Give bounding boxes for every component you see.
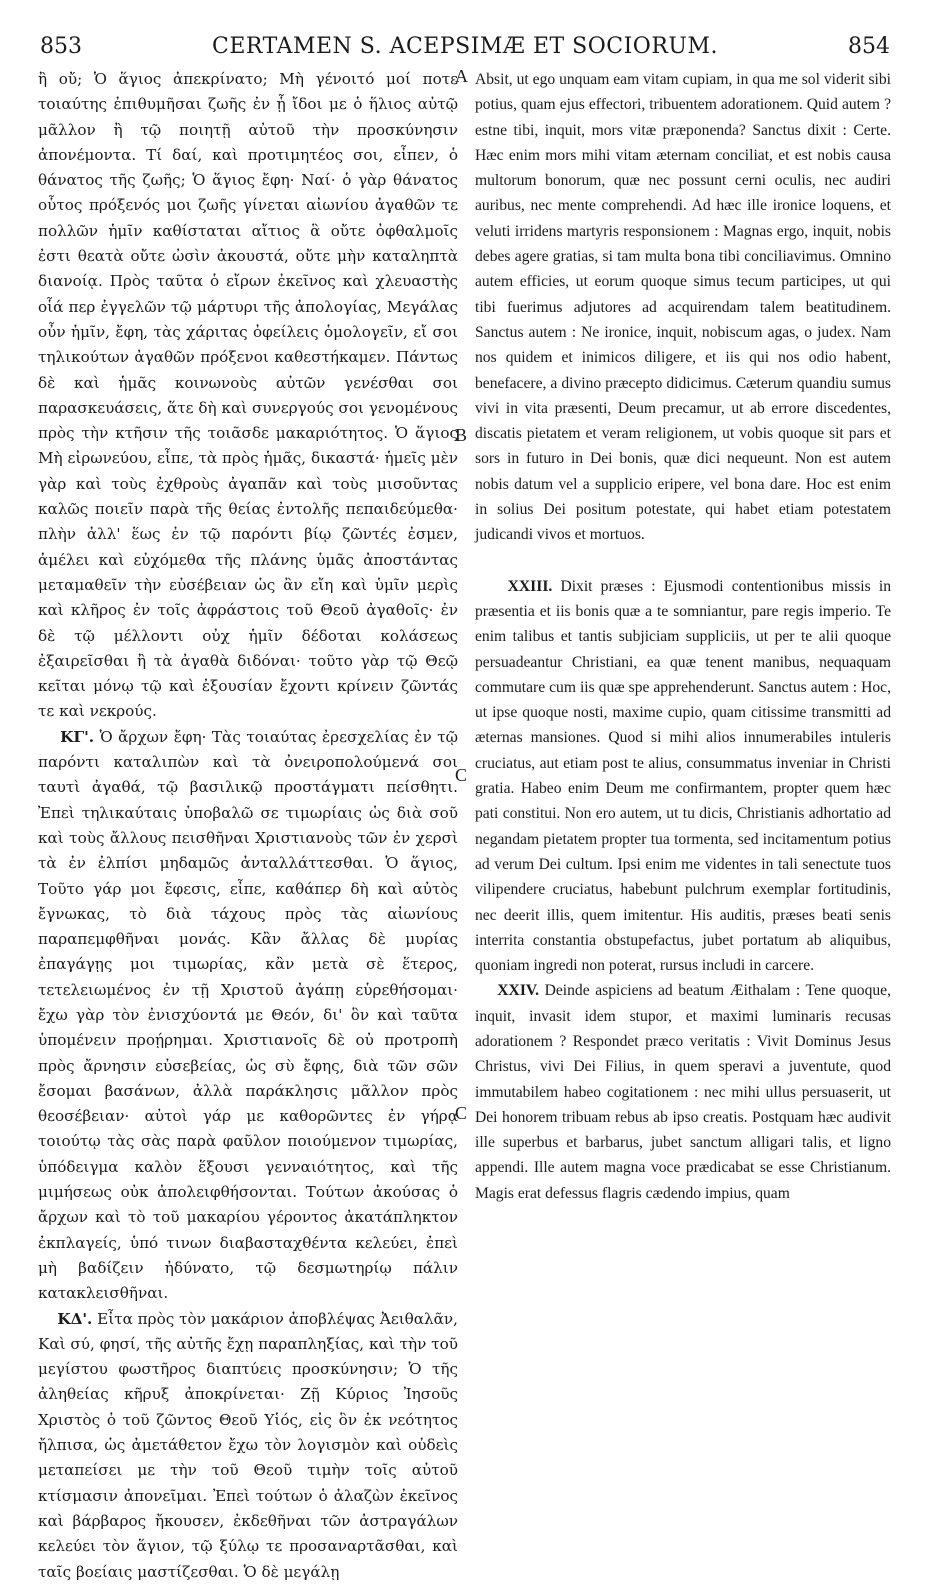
latin-section-24-number: XXIV. bbox=[497, 982, 540, 1000]
greek-section-24-number: ΚΔ'. bbox=[57, 1309, 93, 1328]
page-number-right: 854 bbox=[848, 34, 890, 59]
latin-section-23-number: XXIII. bbox=[507, 577, 553, 595]
latin-column bbox=[475, 67, 891, 1206]
greek-paragraph-1: ἢ οὔ; Ὁ ἅγιος ἀπεκρίνατο; Μὴ γένοιτό μοί ποτε τοιαύτης ἐπιθυμῆσαι ζωῆς ἐν ᾗ ἴδοι με ὁ ἥλιος αὐτῷ μᾶλλον ἢ τῷ ποιητῇ αὐτοῦ τὴν προσκύνησιν ἀπονέμοντα. Τί δαί, καὶ προτιμητέος σοι, εἶπεν, ὁ θάνατος τῆς ζωῆς; Ὁ ἅγιος ἔφη· Ναί· ὁ γὰρ θάνατος οὗτος πρόξενός μοι ζωῆς γίνεται αἰωνίου ἀγαθῶν τε πολλῶν ἡμῖν καθίσταται αἴτιος ἃ οὔτε ὀφθαλμοῖς ἐστι θεατὰ οὔτε ὠσὶν ἀκουστά, οὔτε μὴν καταληπτὰ διανοίᾳ. Πρὸς ταῦτα ὁ εἴρων ἐκεῖνος καὶ χλευαστὴς οἷά περ ἐγγελῶν τῷ μάρτυρι τῆς ἀπολογίας, Μεγάλας οὖν ἡμῖν, ἔφη, τὰς χάριτας ὀφείλεις ὁμολογεῖν, εἴ σοι τηλικούτων ἀγαθῶν πρόξενοι καθεστήκαμεν. Πάντως δὲ καὶ ἡμᾶς κοινωνοὺς αὐτῶν γενέσθαι σοι παρασκευάσεις, ἅτε δὴ καὶ συνεργούς σοι γενομένους πρὸς τὴν κτῆσιν τῆς τοιᾶσδε μακαριότητος. Ὁ ἅγιος Μὴ εἰρωνεύου, εἶπε, τὰ πρὸς ἡμᾶς, δικαστά· ἡμεῖς μὲν γὰρ καὶ τοὺς ἐχθροὺς ἀγαπᾶν καὶ τοὺς μισοῦντας καλῶς ποιεῖν παρὰ τῆς θείας ἐντολῆς πεπαιδεύμεθα· πλὴν ἀλλ' ἕως ἐν τῷ παρόντι βίῳ ζῶντές ἐσμεν, ἀμέλει καὶ εὐχόμεθα τῆς πλάνης ὑμᾶς ἀποστάντας μεταμαθεῖν τὴν εὐσέβειαν ὡς ἂν εἴη καὶ ὑμῖν μερὶς καὶ κλῆρος ἐν τοῖς ἀφράστοις τοῦ Θεοῦ ἀγαθοῖς· ἐν δὲ τῷ μέλλοντι οὐχ ἡμῖν δέδοται κολάσεως ἐξαιρεῖσθαι ἢ τὰ ἀγαθὰ διδόναι· τοῦτο γὰρ τῷ Θεῷ κεῖται μόνῳ τῷ καὶ ἐξουσίαν ἔχοντι κρίνειν ζῶντάς τε καὶ νεκρούς. bbox=[38, 70, 458, 721]
running-header bbox=[40, 34, 890, 62]
latin-section-23 bbox=[475, 574, 891, 979]
latin-section-24-text: Deinde aspiciens ad beatum Æithalam : Tene quoque, inquit, invasit idem stupor, et maximi luminaris recusas adorationem ? Respondet præco veritatis : Vivit Dominus Jesus Christus, vivi Dei Filius, in quem speravi a juventute, quod immutabilem habeo cogitationem : nec mihi ullus persuaserit, ut Dei honorem tribuam rebus ab ipso creatis. Postquam hæc audivit ille superbus et barbarus, jubet sanctum alligari talis, et ligno appendi. Ille autem magna voce prædicabat se esse Christianum. Magis erat defessus flagris cædendo impius, quam bbox=[475, 982, 891, 1202]
latin-section-23-text: Dixit præses : Ejusmodi contentionibus missis in præsentia et iis bonis quæ a te somniantur, pare regis imperio. Te enim talibus et tantis subjiciam suppliciis, ut per te alii quoque persuadeantur Christiani, ea quæ tenent manibus, nequaquam commutare cum iis quæ spe apprehenderunt. Sanctus autem : Hoc, ut ipse quoque nosti, maxime cupio, quam citissime transmitti ad æternas mansiones. Quod si mihi alios innumerabiles intuleris cruciatus, aut etiam post te alius, consummatus inveniar in Christi gratia. Habeo enim Deum me confirmantem, propter quem hæc pati constitui. Non ero autem, ut tu dicis, Christianis adhortatio ad negandam pietatem propter tua tormenta, sed incitamentum potius ad verum Dei cultum. Ipsi enim me videntes in tali senectute tuos vilipendere cruciatus, habebunt pulchrum exemplar fortitudinis, nec deerit illis, quem imitentur. His auditis, præses beati senis interrita constantia obstupefactus, jubet portatum ab aliquibus, quoniam ingredi non poterat, rursus includi in carcere. bbox=[475, 577, 891, 975]
greek-section-23-number: ΚΓ'. bbox=[60, 727, 95, 746]
greek-column bbox=[38, 67, 458, 1585]
running-title: CERTAMEN S. ACEPSIMÆ ET SOCIORUM. bbox=[212, 34, 718, 59]
latin-paragraph-1: Absit, ut ego unquam eam vitam cupiam, in qua me sol viderit sibi potius, quam ejus effectori, tribuentem adorationem. Quid autem ? estne tibi, inquit, mors vitæ præponenda? Sanctus dixit : Certe. Hæc enim mors mihi vitam æternam conciliat, et est nobis causa multorum bonorum, quæ nec possunt cerni oculis, nec audiri auribus, nec mente comprehendi. Ad hæc ille ironice loquens, et veluti irridens martyris responsionem : Magnas ergo, inquit, nobis debes agere gratias, si tam multa bona tibi conciliavimus. Omnino autem efficies, ut eorum quoque simus tecum participes, ut qui tibi fuerimus adjutores ad acquirendam talem beatitudinem. Sanctus autem : Ne ironice, inquit, nobiscum agas, o judex. Nam nos quidem et inimicos diligere, et iis qui nos odio habent, benefacere, a divino præcepto didicimus. Cæterum quandiu sumus vivi in vita præsenti, Deum precamur, ut ab errore discedentes, discatis pietatem et veram religionem, ut vobis quoque sit pars et sors in futuro in Dei bonis, quæ dici nequeunt. Non est autem nobis datum vel a supplicio eripere, vel bona dare. Hoc est enim in solius Dei positum potestate, qui habet etiam potestatem judicandi vivos et mortuos. bbox=[475, 71, 891, 544]
greek-section-24 bbox=[38, 1307, 458, 1585]
greek-section-23-text: Ὁ ἄρχων ἔφη· Τὰς τοιαύτας ἐρεσχελίας ἐν τῷ παρόντι καταλιπὼν καὶ τὰ ὀνειροπολούμενά σοι ταυτὶ ἀγαθά, τῷ βασιλικῷ προστάγματι πείσθητι. Ἐπεὶ τηλικαύταις ὑποβαλῶ σε τιμωρίαις ὡς διὰ σοῦ καὶ τοὺς ἄλλους πεισθῆναι Χριστιανοὺς τῶν ἐν χερσὶ τὰ ἐν ἐλπίσι μηδαμῶς ἀνταλλάττεσθαι. Ὁ ἅγιος, Τοῦτο γάρ μοι ἔφεσις, εἶπε, καθάπερ δὴ καὶ αὐτὸς ἔγνωκας, τὸ διὰ τάχους πρὸς τὰς αἰωνίους παραπεμφθῆναι μονάς. Κἂν ἄλλας δὲ μυρίας ἐπαγάγῃς μοι τιμωρίας, κἂν μετὰ σὲ ἕτερος, τετελειωμένος ἐν τῇ Χριστοῦ ἀγάπῃ εὑρεθήσομαι· ἔχω γὰρ τὸν ἐνισχύοντά με Θεόν, δι' ὃν καὶ ταῦτα ὑπομένειν προῄρημαι. Χριστιανοῖς δὲ οὐ προτροπὴ πρὸς ἄρνησιν εὐσεβείας, ὡς σὺ ἔφης, διὰ τῶν σῶν ἔσομαι βασάνων, ἀλλὰ παράκλησις μᾶλλον πρὸς θεοσέβειαν· αὐτοὶ γάρ με καθορῶντες ἐν γήρᾳ τοιούτῳ τὰς σὰς παρὰ φαῦλον ποιούμενον τιμωρίας, ὑπόδειγμα καλὸν ἕξουσι γενναιότητος, καὶ τῆς μιμήσεως οὐκ ἀπολειφθήσονται. Τούτων ἀκούσας ὁ ἄρχων καὶ τὸ τοῦ μακαρίου γέροντος ἀκατάπληκτον ἐκπλαγείς, ὑπό τινων διαβασταχθέντα κελεύει, ἐπεὶ μὴ βαδίζειν ἠδύνατο, τῷ δεσμωτηρίῳ πάλιν κατακλεισθῆναι. bbox=[38, 727, 458, 1303]
latin-section-24 bbox=[475, 978, 891, 1206]
margin-marker-c-second: C bbox=[455, 1103, 468, 1123]
margin-marker-c: C bbox=[455, 765, 468, 785]
margin-marker-b: B bbox=[455, 425, 468, 445]
greek-section-23 bbox=[38, 725, 458, 1307]
margin-marker-a: A bbox=[455, 66, 468, 86]
greek-section-24-text: Εἶτα πρὸς τὸν μακάριον ἀποβλέψας Ἀειθαλᾶν, Καὶ σύ, φησί, τῆς αὐτῆς ἔχῃ παραπληξίας, καὶ τὴν τοῦ μεγίστου φωστῆρος διαπτύεις προσκύνησιν; Ὁ τῆς ἀληθείας κῆρυξ ἀποκρίνεται· Ζῇ Κύριος Ἰησοῦς Χριστὸς ὁ τοῦ ζῶντος Θεοῦ Υἱός, εἰς ὃν ἐκ νεότητος ἤλπισα, ὡς ἀμετάθετον ἔχω τὸν λογισμὸν καὶ οὐδεὶς μεταπείσει με τὴν τοῦ Θεοῦ τιμὴν τοῖς αὐτοῦ κτίσμασιν ἀπονεῖμαι. Ἐπεὶ τούτων ὁ ἀλαζὼν ἐκεῖνος καὶ βάρβαρος ἤκουσεν, ἐκδεθῆναι τῶν ἀστραγάλων κελεύει τὸν ἅγιον, τῷ ξύλῳ τε προσαναρτᾶσθαι, καὶ ταῖς βοείαις μαστίζεσθαι. Ὁ δὲ μεγάλῃ bbox=[38, 1309, 458, 1581]
page-number-left: 853 bbox=[40, 34, 82, 59]
